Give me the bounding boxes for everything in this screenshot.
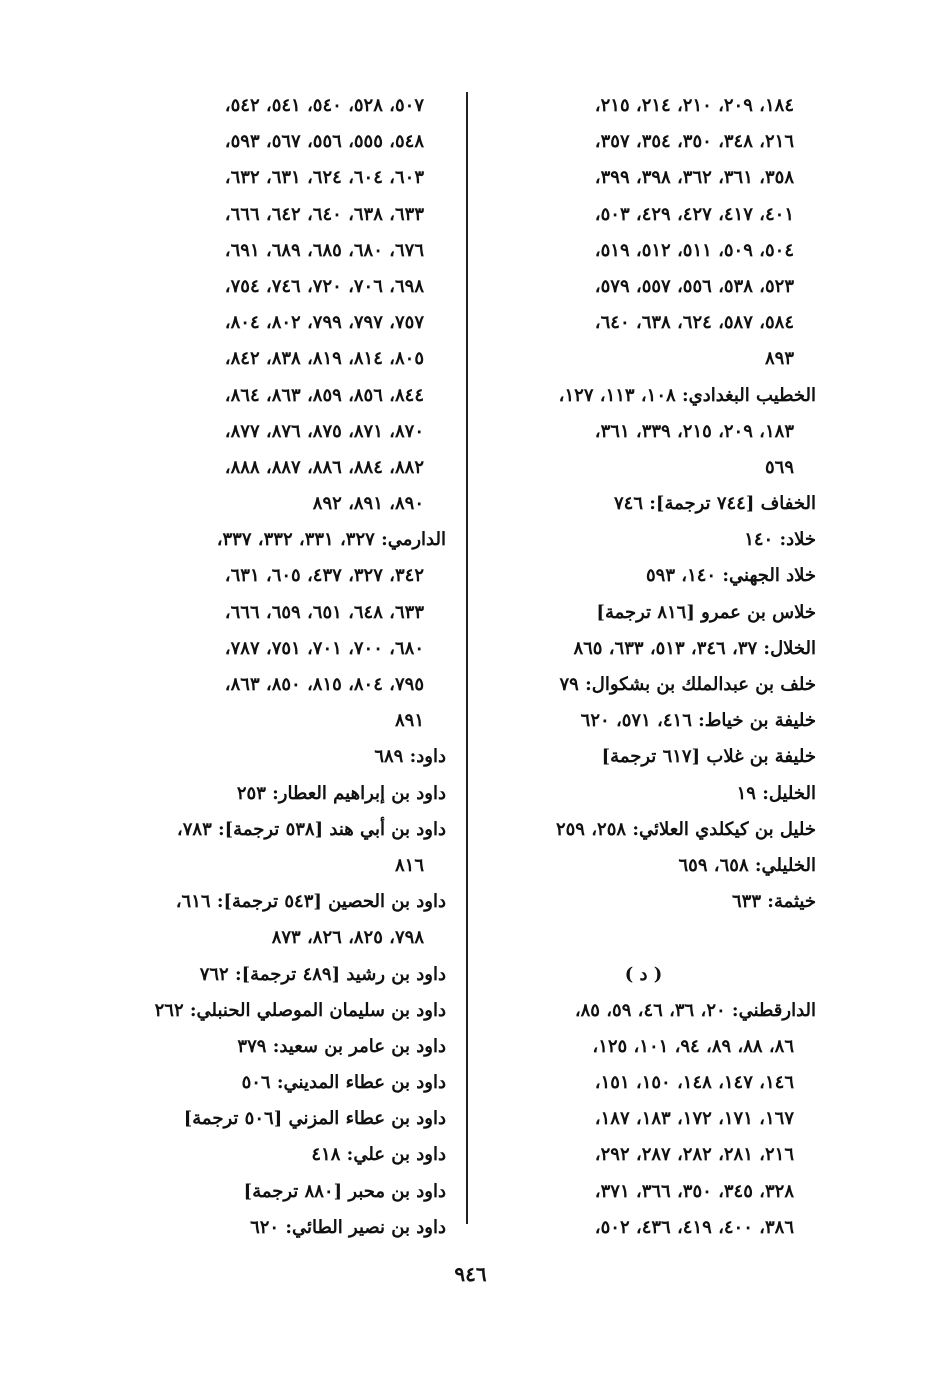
- index-entry-line: ٥٠٤، ٥٠٩، ٥١١، ٥١٢، ٥١٩،: [594, 239, 794, 261]
- index-entry-line: داود بن عامر بن سعيد: ٣٧٩: [237, 1035, 446, 1057]
- index-entry-line: ٨٩٣: [764, 348, 794, 370]
- index-entry-line: الخفاف [٧٤٤ ترجمة]: ٧٤٦: [614, 493, 816, 515]
- index-column-right: [471, 88, 816, 1246]
- index-entry-line: الدارمي: ٣٢٧، ٣٣١، ٣٣٢، ٣٣٧،: [216, 529, 446, 551]
- index-entry-line: داود: ٦٨٩: [374, 746, 446, 768]
- index-entry-line: داود بن محبر [٨٨٠ ترجمة]: [243, 1180, 446, 1202]
- index-entry-line: ٨١٦: [394, 854, 424, 876]
- index-entry-line: ٢١٦، ٣٤٨، ٣٥٠، ٣٥٤، ٣٥٧،: [594, 131, 794, 153]
- index-entry-line: ٦٩٨، ٧٠٦، ٧٢٠، ٧٤٦، ٧٥٤،: [224, 275, 424, 297]
- index-entry-line: خليل بن كيكلدي العلائي: ٢٥٨، ٢٥٩: [555, 818, 816, 840]
- index-entry-line: ٣٥٨، ٣٦١، ٣٦٢، ٣٩٨، ٣٩٩،: [594, 167, 794, 189]
- index-entry-line: ٥٤٨، ٥٥٥، ٥٥٦، ٥٦٧، ٥٩٣،: [224, 131, 424, 153]
- index-entry-line: ٦٣٣، ٦٤٨، ٦٥١، ٦٥٩، ٦٦٦،: [224, 601, 424, 623]
- index-entry-line: خيثمة: ٦٣٣: [732, 891, 816, 913]
- index-entry-line: خليفة بن خياط: ٤١٦، ٥٧١، ٦٢٠: [580, 710, 816, 732]
- index-entry-line: ٨٩٠، ٨٩١، ٨٩٢: [312, 493, 424, 515]
- index-entry-line: داود بن عطاء المديني: ٥٠٦: [241, 1072, 446, 1094]
- index-entry-line: ٨٧٠، ٨٧١، ٨٧٥، ٨٧٦، ٨٧٧،: [224, 420, 424, 442]
- index-entry-line: ١٨٣، ٢٠٩، ٢١٥، ٣٣٩، ٣٦١،: [594, 420, 794, 442]
- index-entry-line: خلاد الجهني: ١٤٠، ٥٩٣: [645, 565, 816, 587]
- index-entry-line: ٥٠٧، ٥٢٨، ٥٤٠، ٥٤١، ٥٤٢،: [224, 95, 424, 116]
- index-entry-line: [471, 920, 816, 956]
- index-entry-line: خلف بن عبدالملك بن بشكوال: ٧٩: [559, 674, 816, 695]
- index-entry-line: ٥٨٤، ٥٨٧، ٦٢٤، ٦٣٨، ٦٤٠،: [594, 312, 794, 334]
- index-entry-line: ٥٦٩: [764, 456, 794, 478]
- index-entry-line: الدارقطني: ٢٠، ٣٦، ٤٦، ٥٩، ٨٥،: [574, 999, 816, 1021]
- index-entry-line: ٨٤٤، ٨٥٦، ٨٥٩، ٨٦٣، ٨٦٤،: [224, 384, 424, 406]
- index-entry-line: داود بن أبي هند [٥٣٨ ترجمة]: ٧٨٣،: [176, 818, 446, 840]
- index-entry-line: خلاد: ١٤٠: [744, 529, 816, 551]
- index-entry-line: ١٤٦، ١٤٧، ١٤٨، ١٥٠، ١٥١،: [594, 1072, 794, 1094]
- index-entry-line: داود بن سليمان الموصلي الحنبلي: ٢٦٢: [154, 999, 446, 1021]
- index-entry-line: داود بن علي: ٤١٨: [311, 1144, 446, 1166]
- index-entry-line: خليفة بن غلاب [٦١٧ ترجمة]: [601, 746, 816, 768]
- index-column-left: [116, 88, 446, 1246]
- index-entry-line: داود بن الحصين [٥٤٣ ترجمة]: ٦١٦،: [175, 891, 446, 913]
- index-entry-line: ٦٠٣، ٦٠٤، ٦٢٤، ٦٣١، ٦٣٢،: [224, 167, 424, 189]
- index-entry-line: الخليلي: ٦٥٨، ٦٥٩: [678, 854, 816, 876]
- column-divider: [466, 92, 468, 1224]
- index-entry-line: ٦٨٠، ٧٠٠، ٧٠١، ٧٥١، ٧٨٧،: [224, 637, 424, 659]
- index-entry-line: داود بن رشيد [٤٨٩ ترجمة]: ٧٦٢: [199, 963, 446, 985]
- index-entry-line: ٧٥٧، ٧٩٧، ٧٩٩، ٨٠٢، ٨٠٤،: [224, 312, 424, 334]
- index-entry-line: ٤٠١، ٤١٧، ٤٢٧، ٤٢٩، ٥٠٣،: [594, 203, 794, 225]
- index-entry-line: داود بن عطاء المزني [٥٠٦ ترجمة]: [183, 1108, 446, 1130]
- index-entry-line: داود بن إبراهيم العطار: ٢٥٣: [236, 782, 446, 804]
- index-entry-line: ٦٧٦، ٦٨٠، ٦٨٥، ٦٨٩، ٦٩١،: [224, 239, 424, 261]
- index-entry-line: ٦٣٣، ٦٣٨، ٦٤٠، ٦٤٢، ٦٦٦،: [224, 203, 424, 225]
- index-entry-line: ٧٩٨، ٨٢٥، ٨٢٦، ٨٧٣: [271, 927, 424, 949]
- index-entry-line: ٧٩٥، ٨٠٤، ٨١٥، ٨٥٠، ٨٦٣،: [224, 674, 424, 695]
- page-number: ٩٤٦: [454, 1262, 487, 1286]
- index-entry-line: ٨٠٥، ٨١٤، ٨١٩، ٨٣٨، ٨٤٢،: [224, 348, 424, 370]
- index-entry-line: الخلال: ٣٧، ٣٤٦، ٥١٣، ٦٣٣، ٨٦٥: [573, 637, 816, 659]
- section-letter-heading: ( د ): [624, 963, 663, 985]
- index-entry-line: ٥٢٣، ٥٣٨، ٥٥٦، ٥٥٧، ٥٧٩،: [594, 275, 794, 297]
- index-entry-line: ٣٢٨، ٣٤٥، ٣٥٠، ٣٦٦، ٣٧١،: [594, 1180, 794, 1202]
- index-entry-line: ٣٨٦، ٤٠٠، ٤١٩، ٤٣٦، ٥٠٢،: [594, 1216, 794, 1238]
- index-entry-line: ١٦٧، ١٧١، ١٧٢، ١٨٣، ١٨٧،: [594, 1108, 794, 1130]
- index-entry-line: الخطيب البغدادي: ١٠٨، ١١٣، ١٢٧،: [558, 384, 816, 406]
- index-entry-line: الخليل: ١٩: [736, 782, 816, 804]
- index-entry-line: داود بن نصير الطائي: ٦٢٠: [250, 1216, 446, 1238]
- index-entry-line: ٨٨٢، ٨٨٤، ٨٨٦، ٨٨٧، ٨٨٨،: [224, 456, 424, 478]
- index-entry-line: ٢١٦، ٢٨١، ٢٨٢، ٢٨٧، ٢٩٢،: [594, 1144, 794, 1166]
- index-entry-line: خلاس بن عمرو [٨١٦ ترجمة]: [596, 601, 816, 623]
- index-entry-line: ٨٦، ٨٨، ٨٩، ٩٤، ١٠١، ١٢٥،: [592, 1035, 794, 1057]
- index-entry-line: ٨٩١: [394, 710, 424, 732]
- index-entry-line: ٣٤٢، ٣٢٧، ٤٣٧، ٦٠٥، ٦٣١،: [224, 565, 424, 587]
- index-entry-line: ١٨٤، ٢٠٩، ٢١٠، ٢١٤، ٢١٥،: [594, 95, 794, 116]
